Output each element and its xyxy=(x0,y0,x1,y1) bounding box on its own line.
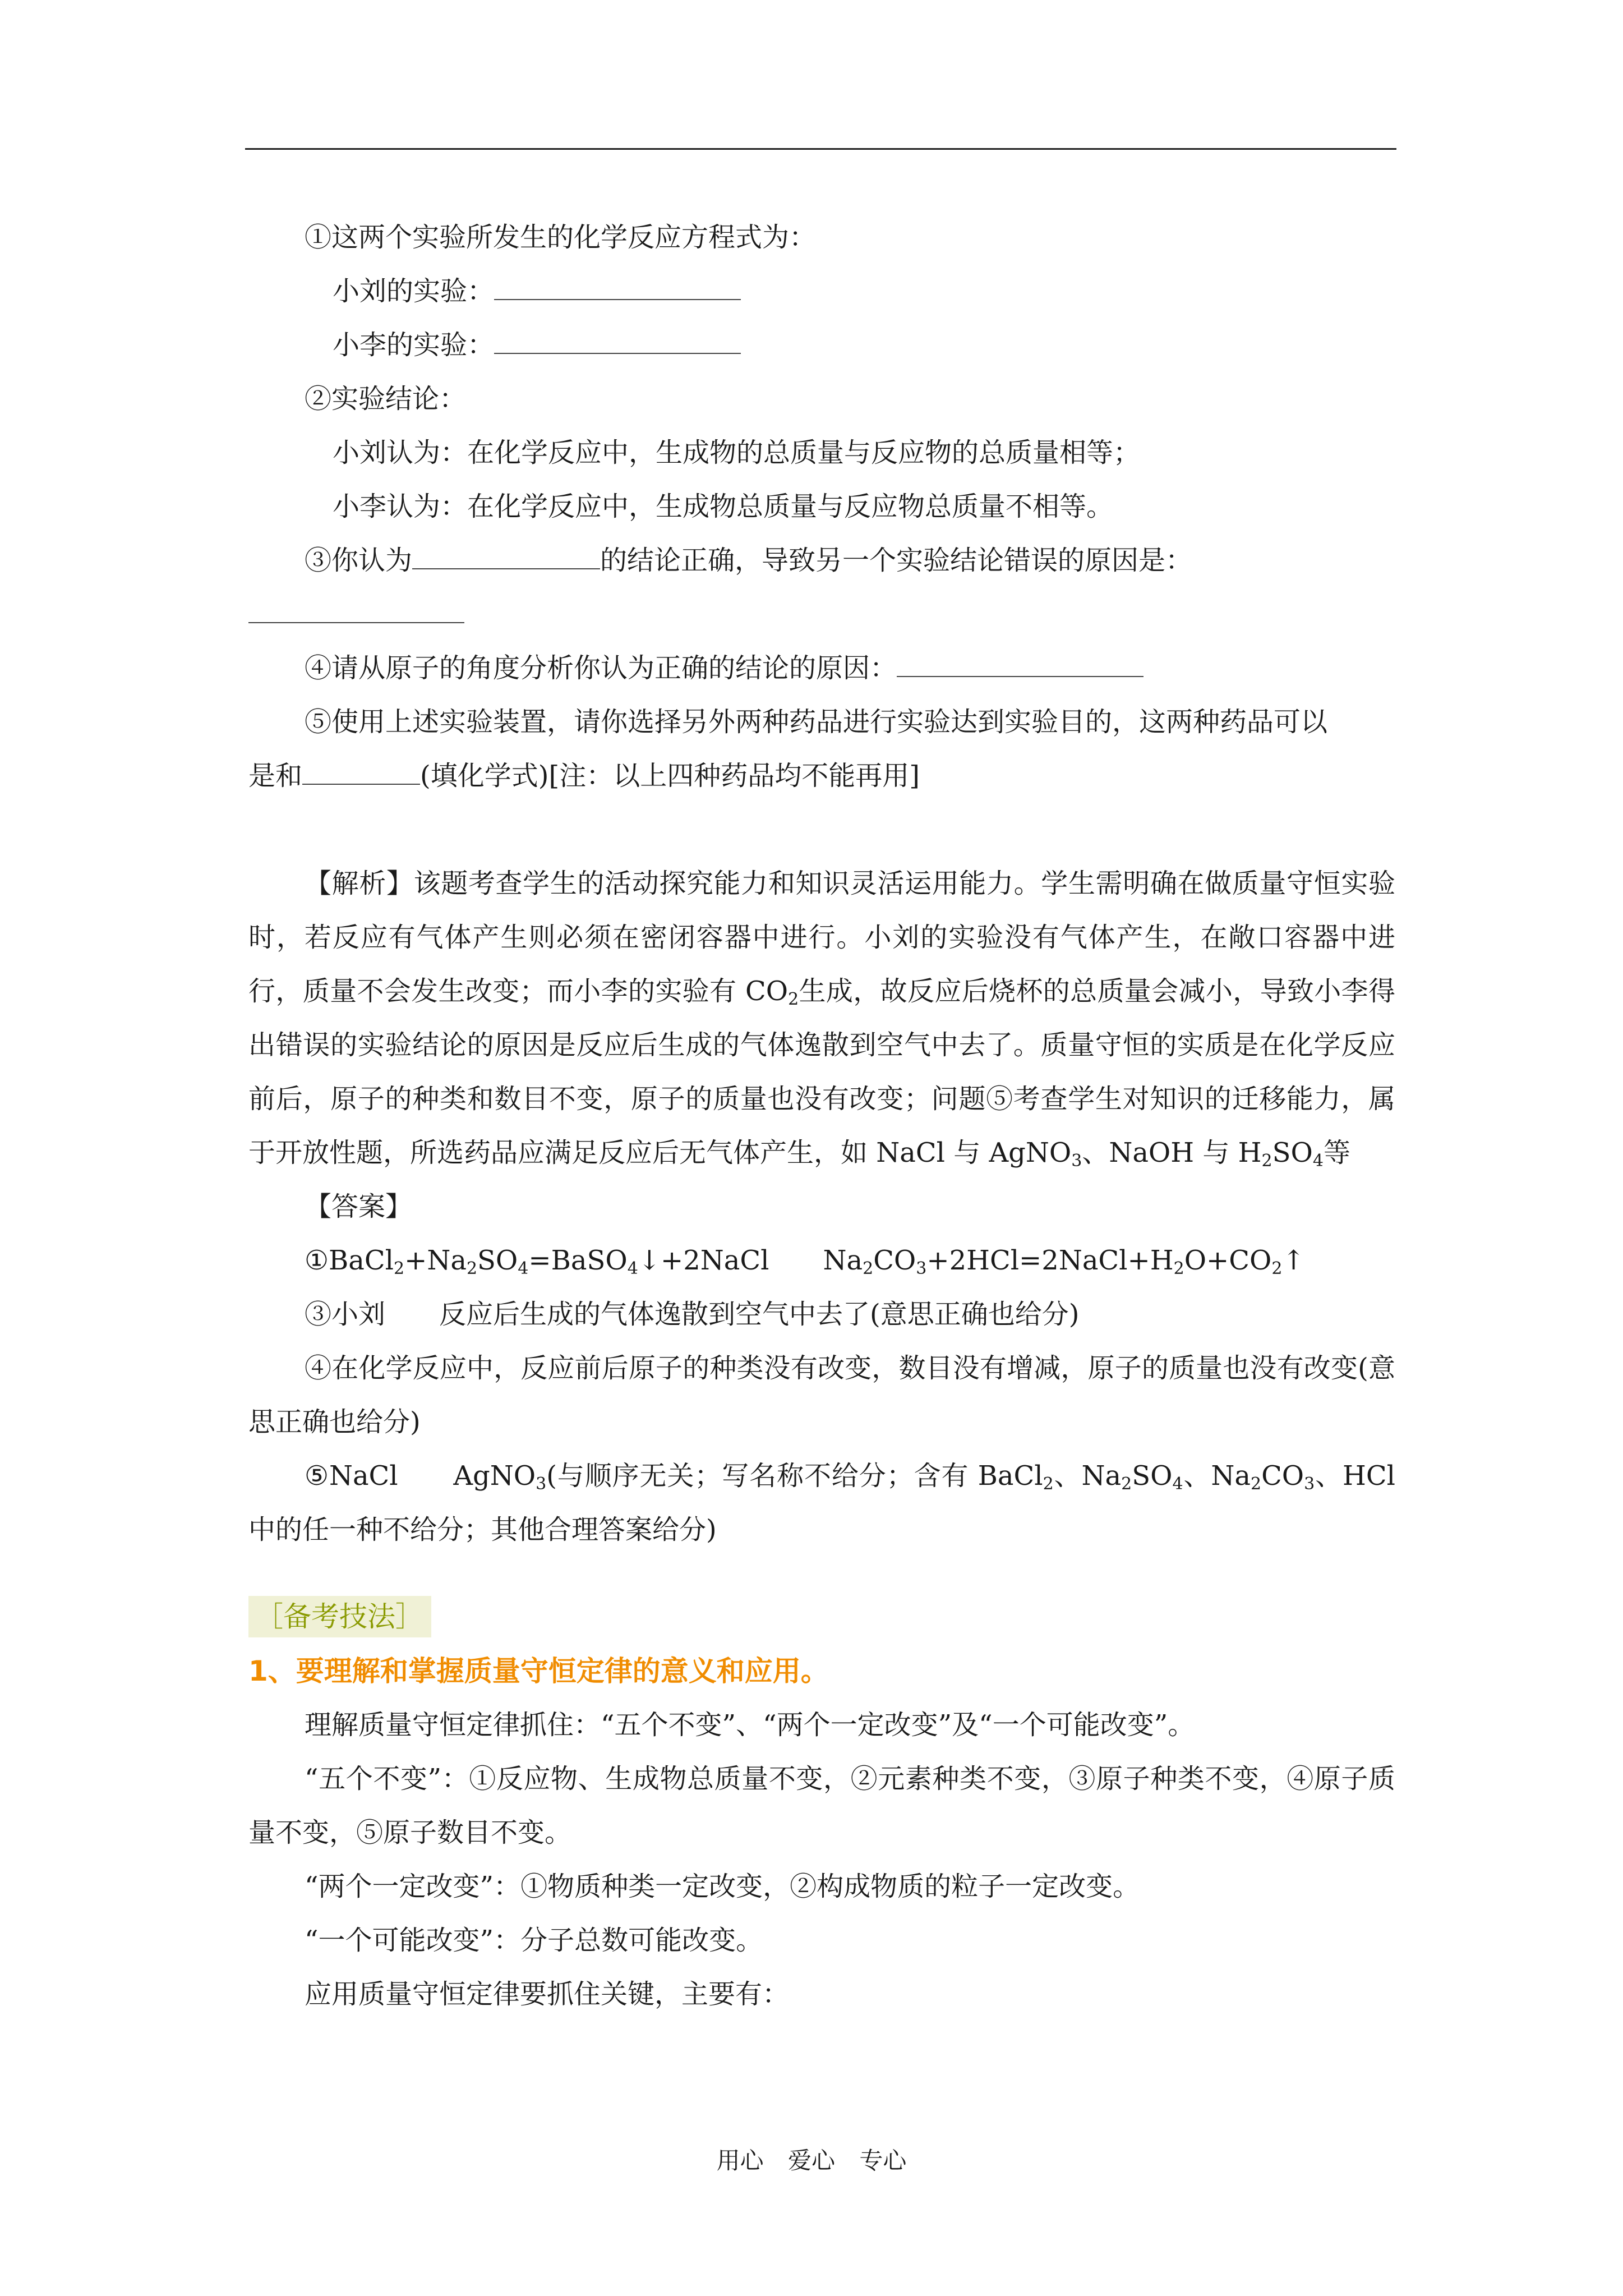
tips-paragraph: “五个不变”：①反应物、生成物总质量不变，②元素种类不变，③原子种类不变，④原子质量不变，⑤原子数目不变。 xyxy=(248,1763,1395,1848)
question-2-liu: 小刘认为：在化学反应中，生成物的总质量与反应物的总质量相等； xyxy=(333,437,1141,468)
question-1: ①这两个实验所发生的化学反应方程式为： xyxy=(305,222,817,253)
section-tag-row xyxy=(248,1588,1395,1644)
answer-3: ③小刘 反应后生成的气体逸散到空气中去了(意思正确也给分) xyxy=(305,1299,1080,1330)
question-5-cont: 是和 (填化学式)[注：以上四种药品均不能再用] xyxy=(248,760,920,792)
tips-paragraph: 理解质量守恒定律抓住：“五个不变”、“两个一定改变”及“一个可能改变”。 xyxy=(305,1709,1195,1741)
section-tag: ［备考技法］ xyxy=(248,1596,431,1637)
answer-1: $①BaCl_2+Na_2SO_4=BaSO_4↓+2NaCl$ $Na_2CO_3+2HCl=2NaCl+H_2O+CO_2↑$ xyxy=(305,1245,1305,1278)
question-1-li: 小李的实验： xyxy=(248,318,1395,372)
question-2-li: 小李认为：在化学反应中，生成物总质量与反应物总质量不相等。 xyxy=(333,491,1114,522)
section-heading: 1、要理解和掌握质量守恒定律的意义和应用。 xyxy=(248,1655,829,1687)
answer-blank[interactable] xyxy=(494,330,741,354)
question-1-liu: 小刘的实验： xyxy=(248,264,1395,318)
answer-blank[interactable] xyxy=(412,546,600,569)
tips-paragraph: 应用质量守恒定律要抓住关键，主要有： xyxy=(305,1978,790,2010)
question-3: ③你认为 的结论正确，导致另一个实验结论错误的原因是： xyxy=(305,545,1193,576)
spacer xyxy=(248,803,1395,857)
question-4: ④请从原子的角度分析你认为正确的结论的原因： xyxy=(248,641,1395,695)
answer-label: 【答案】 xyxy=(305,1191,413,1222)
tips-paragraph: “一个可能改变”：分子总数可能改变。 xyxy=(305,1925,763,1956)
question-5: ⑤使用上述实验装置，请你选择另外两种药品进行实验达到实验目的，这两种药品可以 xyxy=(305,706,1328,738)
header-rule xyxy=(245,148,1396,150)
tips-paragraph: “两个一定改变”：①物质种类一定改变，②构成物质的粒子一定改变。 xyxy=(305,1871,1140,1902)
answer-blank[interactable] xyxy=(248,600,464,623)
spacer xyxy=(248,1557,1395,1588)
answer-4: ④在化学反应中，反应前后原子的种类没有改变，数目没有增减，原子的质量也没有改变(意思正确也给分) xyxy=(248,1352,1395,1438)
question-3-answer-line xyxy=(248,587,1395,641)
answer-blank[interactable] xyxy=(302,761,420,785)
answer-blank[interactable] xyxy=(897,654,1144,677)
page-footer: 用心 爱心 专心 xyxy=(716,2147,907,2174)
answer-blank[interactable] xyxy=(494,277,741,300)
question-2: ②实验结论： xyxy=(305,383,467,415)
answer-5: ⑤NaCl AgNO$_3$(与顺序无关；写名称不给分；含有 BaCl$_2$、$Na_2SO_4$、$Na_2CO_3$、HCl 中的任一种不给分；其他合理答案给分) xyxy=(248,1460,1395,1545)
page-content xyxy=(248,210,1395,2021)
analysis-paragraph: 【解析】该题考查学生的活动探究能力和知识灵活运用能力。学生需明确在做质量守恒实验时，若反应有气体产生则必须在密闭容器中进行。小刘的实验没有气体产生，在敞口容器中进行，质量不会发生改变；而小李的实验有 $CO_2$生成，故反应后烧杯的总质量会减小，导致小李得出错误的实验结论的原因是反应后生成的气体逸散到空气中去了。质量守恒的实质是在化学反应前后，原子的种类和数目不变，原子的质量也没有改变；问题⑤考查学生对知识的迁移能力，属于开放性题，所选药品应满足反应后无气体产生，如 NaCl 与 AgNO$_3$、NaOH 与 $H_2SO_4$等 xyxy=(248,868,1395,1171)
